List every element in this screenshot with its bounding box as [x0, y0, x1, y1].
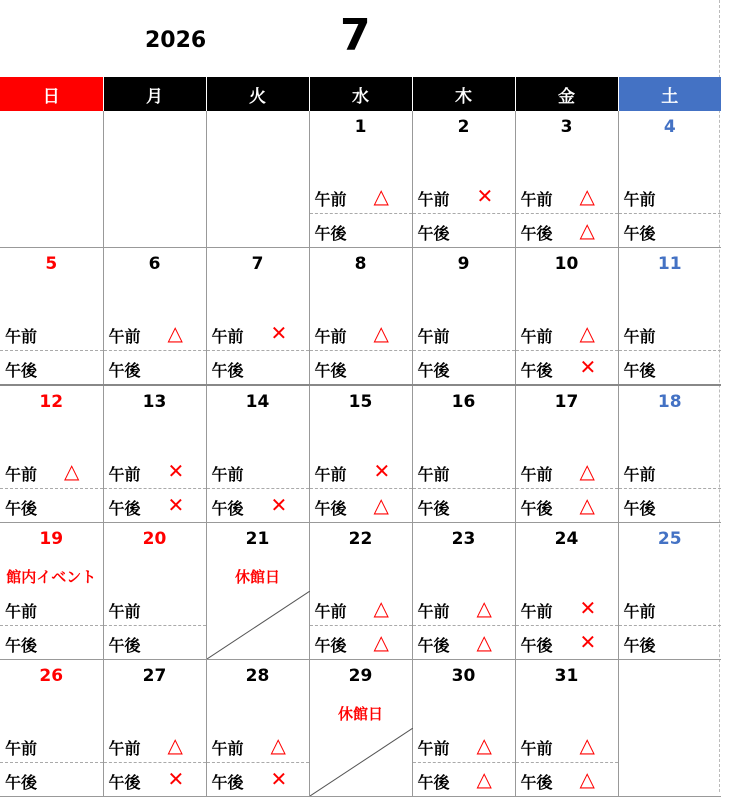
morning-label: 午前	[211, 739, 244, 758]
morning-label: 午前	[108, 465, 141, 484]
morning-label: 午前	[5, 327, 38, 346]
weekday-sat: 土	[618, 77, 721, 111]
day-cell	[618, 248, 721, 386]
day-number: 7	[251, 254, 264, 274]
afternoon-slot	[104, 351, 206, 384]
week-row	[0, 660, 721, 797]
day-cell	[515, 248, 618, 386]
morning-slot	[619, 592, 722, 626]
morning-slot	[0, 455, 103, 489]
calendar-grid	[0, 77, 721, 797]
day-cell	[515, 111, 618, 248]
afternoon-slot	[516, 626, 618, 659]
afternoon-slot	[310, 351, 412, 384]
morning-slot	[413, 455, 515, 489]
morning-slot	[413, 729, 515, 763]
day-cell	[206, 111, 309, 248]
afternoon-slot	[0, 351, 103, 384]
morning-slot	[310, 592, 412, 626]
morning-slot	[104, 317, 206, 351]
morning-label: 午前	[314, 327, 347, 346]
day-number: 25	[657, 529, 682, 549]
day-number: 27	[142, 666, 167, 686]
triangle-icon: △	[270, 733, 286, 757]
triangle-icon: △	[167, 321, 183, 345]
day-cell	[618, 660, 721, 797]
week-row	[0, 248, 721, 386]
afternoon-label: 午後	[108, 499, 141, 518]
morning-label: 午前	[5, 602, 38, 621]
weekday-tue: 火	[206, 77, 309, 111]
day-number: 12	[39, 392, 64, 412]
morning-label: 午前	[520, 739, 553, 758]
morning-slot	[516, 592, 618, 626]
cross-icon: ✕	[476, 184, 494, 208]
closed-day-label: 休館日	[234, 568, 280, 586]
day-number: 24	[554, 529, 579, 549]
morning-label: 午前	[623, 465, 656, 484]
day-number: 10	[554, 254, 579, 274]
morning-slot	[413, 180, 515, 214]
morning-label: 午前	[5, 465, 38, 484]
triangle-icon: △	[373, 493, 389, 517]
day-cell	[412, 660, 515, 797]
day-cell	[206, 660, 309, 797]
afternoon-label: 午後	[5, 773, 38, 792]
cross-icon: ✕	[579, 596, 597, 620]
day-cell	[206, 385, 309, 523]
day-number: 18	[657, 392, 682, 412]
morning-slot	[516, 455, 618, 489]
afternoon-slot	[310, 489, 412, 522]
morning-slot	[104, 455, 206, 489]
day-cell	[309, 248, 412, 386]
day-cell	[103, 385, 206, 523]
day-number: 13	[142, 392, 167, 412]
afternoon-label: 午後	[314, 224, 347, 243]
day-number: 21	[245, 529, 270, 549]
year-label: 2026	[145, 28, 207, 53]
day-number: 29	[348, 666, 373, 686]
morning-label: 午前	[417, 602, 450, 621]
day-cell	[0, 111, 103, 248]
day-number: 8	[354, 254, 367, 274]
day-cell	[309, 660, 412, 797]
afternoon-label: 午後	[211, 773, 244, 792]
afternoon-label: 午後	[5, 361, 38, 380]
afternoon-slot	[516, 763, 618, 796]
cross-icon: ✕	[167, 459, 185, 483]
triangle-icon: △	[579, 184, 595, 208]
afternoon-slot	[413, 763, 515, 796]
weekday-sun: 日	[0, 77, 103, 111]
afternoon-label: 午後	[623, 361, 656, 380]
day-number: 17	[554, 392, 579, 412]
morning-label: 午前	[417, 465, 450, 484]
week-row	[0, 385, 721, 523]
triangle-icon: △	[64, 459, 80, 483]
weekday-wed: 水	[309, 77, 412, 111]
cross-icon: ✕	[579, 630, 597, 654]
afternoon-slot	[104, 763, 206, 796]
weekday-header-row	[0, 77, 721, 111]
afternoon-label: 午後	[520, 224, 553, 243]
afternoon-label: 午後	[520, 361, 553, 380]
morning-label: 午前	[623, 327, 656, 346]
afternoon-slot	[413, 351, 515, 384]
afternoon-label: 午後	[623, 224, 656, 243]
cross-icon: ✕	[167, 493, 185, 517]
day-number: 6	[148, 254, 161, 274]
morning-label: 午前	[314, 602, 347, 621]
morning-label: 午前	[520, 465, 553, 484]
day-number: 23	[451, 529, 476, 549]
triangle-icon: △	[579, 218, 595, 242]
morning-label: 午前	[417, 190, 450, 209]
afternoon-label: 午後	[314, 361, 347, 380]
afternoon-slot	[0, 626, 103, 659]
morning-slot	[0, 317, 103, 351]
day-cell	[0, 523, 103, 660]
triangle-icon: △	[373, 184, 389, 208]
day-number: 14	[245, 392, 270, 412]
triangle-icon: △	[373, 321, 389, 345]
day-cell	[103, 111, 206, 248]
day-number: 9	[457, 254, 470, 274]
event-label: 館内イベント	[6, 568, 97, 586]
morning-slot	[0, 592, 103, 626]
afternoon-slot	[619, 214, 722, 247]
morning-label: 午前	[314, 190, 347, 209]
afternoon-slot	[619, 489, 722, 522]
triangle-icon: △	[476, 733, 492, 757]
day-cell	[618, 111, 721, 248]
afternoon-label: 午後	[623, 499, 656, 518]
afternoon-slot	[104, 626, 206, 659]
morning-slot	[310, 455, 412, 489]
triangle-icon: △	[476, 596, 492, 620]
morning-slot	[104, 592, 206, 626]
day-cell	[515, 660, 618, 797]
day-number: 26	[39, 666, 64, 686]
day-cell	[515, 385, 618, 523]
morning-label: 午前	[108, 739, 141, 758]
afternoon-slot	[413, 489, 515, 522]
afternoon-label: 午後	[5, 499, 38, 518]
afternoon-slot	[207, 763, 309, 796]
morning-slot	[516, 317, 618, 351]
afternoon-label: 午後	[211, 499, 244, 518]
week-row	[0, 523, 721, 660]
day-cell	[0, 248, 103, 386]
triangle-icon: △	[476, 630, 492, 654]
afternoon-slot	[0, 489, 103, 522]
day-number: 1	[354, 117, 367, 137]
morning-label: 午前	[520, 602, 553, 621]
day-cell	[515, 523, 618, 660]
afternoon-label: 午後	[108, 773, 141, 792]
morning-slot	[207, 729, 309, 763]
morning-label: 午前	[108, 602, 141, 621]
morning-label: 午前	[211, 465, 244, 484]
afternoon-slot	[619, 351, 722, 384]
day-cell	[0, 385, 103, 523]
week-row	[0, 111, 721, 248]
day-cell	[412, 523, 515, 660]
afternoon-label: 午後	[520, 499, 553, 518]
month-label: 7	[340, 10, 371, 61]
morning-label: 午前	[623, 190, 656, 209]
weekday-thu: 木	[412, 77, 515, 111]
day-number: 28	[245, 666, 270, 686]
weekday-mon: 月	[103, 77, 206, 111]
afternoon-label: 午後	[211, 361, 244, 380]
day-cell	[618, 523, 721, 660]
day-number: 3	[560, 117, 573, 137]
day-number: 22	[348, 529, 373, 549]
day-cell	[206, 523, 309, 660]
day-number: 16	[451, 392, 476, 412]
morning-slot	[207, 317, 309, 351]
day-cell	[309, 111, 412, 248]
day-cell	[412, 111, 515, 248]
morning-slot	[0, 729, 103, 763]
afternoon-label: 午後	[108, 361, 141, 380]
afternoon-label: 午後	[417, 224, 450, 243]
triangle-icon: △	[373, 596, 389, 620]
triangle-icon: △	[167, 733, 183, 757]
day-cell	[206, 248, 309, 386]
morning-slot	[516, 729, 618, 763]
morning-slot	[104, 729, 206, 763]
closed-day-label: 休館日	[337, 705, 383, 723]
day-number: 19	[39, 529, 64, 549]
afternoon-slot	[207, 489, 309, 522]
triangle-icon: △	[373, 630, 389, 654]
morning-slot	[619, 180, 722, 214]
afternoon-slot	[0, 763, 103, 796]
cross-icon: ✕	[270, 767, 288, 791]
afternoon-slot	[310, 626, 412, 659]
afternoon-label: 午後	[417, 773, 450, 792]
day-cell	[103, 660, 206, 797]
afternoon-label: 午後	[417, 499, 450, 518]
cross-icon: ✕	[373, 459, 391, 483]
triangle-icon: △	[579, 733, 595, 757]
triangle-icon: △	[579, 493, 595, 517]
day-cell	[309, 385, 412, 523]
day-number: 4	[663, 117, 676, 137]
day-number: 2	[457, 117, 470, 137]
cross-icon: ✕	[270, 493, 288, 517]
day-cell	[618, 385, 721, 523]
closed-diagonal-line	[310, 728, 413, 796]
day-cell	[103, 248, 206, 386]
afternoon-slot	[413, 626, 515, 659]
afternoon-slot	[516, 351, 618, 384]
day-number: 5	[45, 254, 58, 274]
cross-icon: ✕	[167, 767, 185, 791]
cross-icon: ✕	[579, 355, 597, 379]
weekday-fri: 金	[515, 77, 618, 111]
afternoon-slot	[104, 489, 206, 522]
afternoon-label: 午後	[520, 636, 553, 655]
day-cell	[412, 385, 515, 523]
day-number: 31	[554, 666, 579, 686]
morning-label: 午前	[211, 327, 244, 346]
afternoon-label: 午後	[314, 636, 347, 655]
afternoon-slot	[516, 214, 618, 247]
morning-label: 午前	[520, 327, 553, 346]
triangle-icon: △	[579, 459, 595, 483]
afternoon-slot	[310, 214, 412, 247]
afternoon-slot	[619, 626, 722, 659]
day-number: 15	[348, 392, 373, 412]
day-number: 11	[657, 254, 682, 274]
morning-slot	[310, 180, 412, 214]
day-number: 30	[451, 666, 476, 686]
morning-label: 午前	[623, 602, 656, 621]
cross-icon: ✕	[270, 321, 288, 345]
calendar-header	[0, 0, 720, 77]
afternoon-label: 午後	[314, 499, 347, 518]
closed-diagonal-line	[207, 591, 310, 659]
morning-label: 午前	[5, 739, 38, 758]
morning-label: 午前	[520, 190, 553, 209]
day-cell	[0, 660, 103, 797]
morning-label: 午前	[314, 465, 347, 484]
day-cell	[309, 523, 412, 660]
morning-slot	[413, 592, 515, 626]
morning-slot	[310, 317, 412, 351]
morning-slot	[207, 455, 309, 489]
morning-slot	[413, 317, 515, 351]
morning-slot	[619, 317, 722, 351]
day-number: 20	[142, 529, 167, 549]
afternoon-label: 午後	[417, 636, 450, 655]
morning-slot	[619, 455, 722, 489]
afternoon-slot	[207, 351, 309, 384]
morning-label: 午前	[417, 739, 450, 758]
triangle-icon: △	[579, 321, 595, 345]
morning-slot	[516, 180, 618, 214]
day-cell	[103, 523, 206, 660]
afternoon-label: 午後	[623, 636, 656, 655]
afternoon-label: 午後	[5, 636, 38, 655]
afternoon-slot	[413, 214, 515, 247]
triangle-icon: △	[579, 767, 595, 791]
afternoon-label: 午後	[417, 361, 450, 380]
afternoon-slot	[516, 489, 618, 522]
afternoon-label: 午後	[108, 636, 141, 655]
triangle-icon: △	[476, 767, 492, 791]
afternoon-label: 午後	[520, 773, 553, 792]
day-cell	[412, 248, 515, 386]
morning-label: 午前	[108, 327, 141, 346]
morning-label: 午前	[417, 327, 450, 346]
